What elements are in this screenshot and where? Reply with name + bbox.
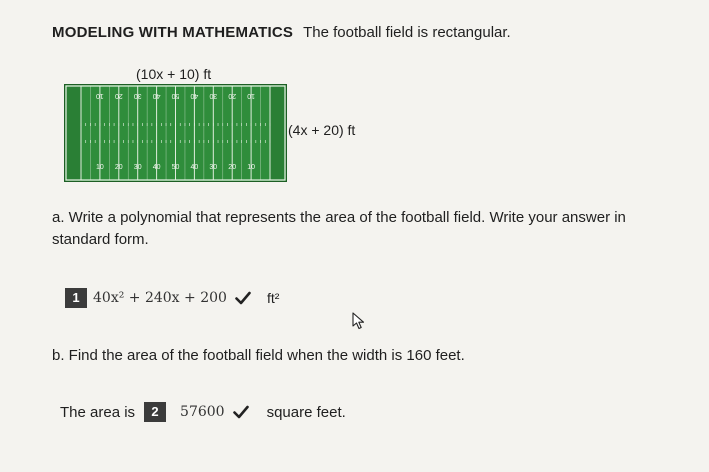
width-label: (4x + 20) ft <box>288 122 356 138</box>
yard-number: 20 <box>114 92 123 99</box>
part-a-unit: ft² <box>266 290 280 306</box>
part-b-answer-value: 57600 <box>180 404 225 420</box>
part-a-answer-row <box>65 286 279 310</box>
football-field-diagram <box>64 84 287 182</box>
yard-number: 50 <box>171 92 180 99</box>
length-label: (10x + 10) ft <box>136 66 212 82</box>
problem-label: MODELING WITH MATHEMATICS <box>52 24 294 41</box>
answer-badge-1: 1 <box>65 288 87 308</box>
yard-number: 20 <box>228 92 237 99</box>
yard-number: 30 <box>209 164 218 171</box>
part-b-prompt: b. Find the area of the football field when the width is 160 feet. <box>52 347 465 364</box>
part-a-answer-field[interactable] <box>87 290 257 306</box>
problem-header <box>52 24 511 41</box>
yard-number: 30 <box>133 92 142 99</box>
end-zone <box>270 85 286 181</box>
yard-number: 30 <box>133 164 142 171</box>
yard-number: 10 <box>247 164 255 171</box>
yard-number: 40 <box>190 92 199 99</box>
yard-number: 40 <box>190 164 199 171</box>
end-zone <box>65 85 81 181</box>
part-a-prompt: a. Write a polynomial that represents the area of the football field. Write your answer in standard form. <box>52 209 626 248</box>
yard-number: 30 <box>209 92 218 99</box>
yard-number: 40 <box>152 164 161 171</box>
part-b-answer-field[interactable] <box>166 404 255 420</box>
yard-number: 50 <box>171 164 180 171</box>
yard-number: 10 <box>96 92 104 99</box>
yard-number: 10 <box>96 164 104 171</box>
yard-number: 20 <box>114 164 123 171</box>
problem-statement: The football field is rectangular. <box>303 24 511 41</box>
check-icon <box>233 405 249 419</box>
answer-badge-2: 2 <box>144 402 166 422</box>
part-b-prefix: The area is <box>60 403 136 421</box>
yard-number: 40 <box>152 92 161 99</box>
check-icon <box>235 291 251 305</box>
part-b-answer-row <box>60 402 346 422</box>
part-b-suffix: square feet. <box>266 403 346 421</box>
yard-number: 20 <box>228 164 237 171</box>
yard-number: 10 <box>247 92 255 99</box>
football-field-graphic <box>65 85 286 181</box>
part-a-answer-value: 40x² + 240x + 200 <box>93 290 227 306</box>
cursor-icon <box>352 312 366 335</box>
